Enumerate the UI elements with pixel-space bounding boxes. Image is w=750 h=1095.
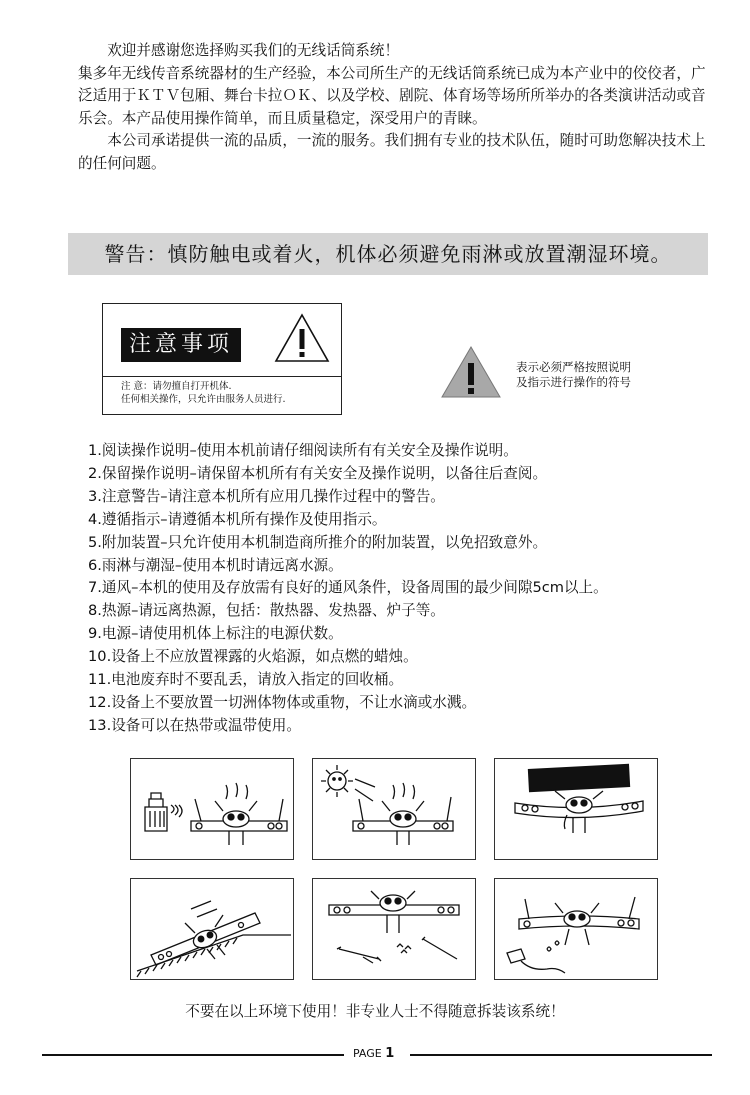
rule-item: 12.设备上不要放置一切洲体物体或重物，不让水滴或水溅。 bbox=[88, 693, 477, 711]
safety-rules-list bbox=[88, 440, 608, 738]
page-label: PAGE bbox=[353, 1047, 382, 1060]
notice-title: 注意事项 bbox=[121, 328, 241, 362]
rule-item: 6.雨淋与潮湿–使用本机时请远离水源。 bbox=[88, 556, 343, 574]
footer-rule-left bbox=[42, 1054, 344, 1056]
rule-item: 8.热源–请远离热源，包括：散热器、发热器、炉子等。 bbox=[88, 602, 445, 620]
notice-line-1: 注 意：请勿擅自打开机体. bbox=[121, 381, 232, 392]
notice-divider bbox=[103, 376, 341, 377]
rule-item: 9.电源–请使用机体上标注的电源伏数。 bbox=[88, 625, 343, 643]
page-footer bbox=[42, 1045, 712, 1063]
rule-item: 13.设备可以在热带或温带使用。 bbox=[88, 716, 301, 734]
rule-item: 5.附加装置–只允许使用本机制造商所推介的附加装置，以免招致意外。 bbox=[88, 533, 548, 551]
rule-item: 1.阅读操作说明–使用本机前请仔细阅读所有有关安全及操作说明。 bbox=[88, 442, 518, 459]
rule-item: 7.通风–本机的使用及存放需有良好的通风条件，设备周围的最少间隙5cm以上。 bbox=[88, 579, 608, 597]
rule-item: 10.设备上不应放置裸露的火焰源，如点燃的蜡烛。 bbox=[88, 648, 418, 666]
disassembly-illustration bbox=[312, 878, 476, 980]
page-number bbox=[353, 1046, 394, 1062]
warning-banner: 警告：慎防触电或着火，机体必须避免雨淋或放置潮湿环境。 bbox=[68, 233, 708, 275]
rule-item: 11.电池废弃时不要乱丢，请放入指定的回收桶。 bbox=[88, 671, 404, 689]
rule-item: 4.遵循指示–请遵循本机所有操作及使用指示。 bbox=[88, 510, 387, 528]
notice-text bbox=[121, 380, 286, 406]
intro-text bbox=[78, 40, 718, 176]
symbol-explanation-line-1: 表示必须严格按照说明 bbox=[516, 360, 631, 374]
heavy-object-illustration bbox=[494, 758, 658, 860]
warning-triangle-icon bbox=[273, 312, 331, 364]
intro-service-paragraph: 本公司承诺提供一流的品质，一流的服务。我们拥有专业的技术队伍，随时可助您解决技术上的任何问题。 bbox=[78, 132, 706, 172]
intro-company-paragraph: 集多年无线传音系统器材的生产经验，本公司所生产的无线话筒系统已成为本产业中的佼佼者，广泛适用于ＫＴＶ包厢、舞台卡拉ＯＫ、以及学校、剧院、体育场等场所所举办的各类演讲活动或音乐会。本产品使用操作简单，而且质量稳定，深受用户的青睐。 bbox=[78, 64, 706, 127]
notice-box bbox=[102, 303, 342, 415]
footer-rule-right bbox=[410, 1054, 712, 1056]
caution-triangle-icon bbox=[440, 345, 502, 399]
slope-illustration bbox=[130, 878, 294, 980]
bottom-warning: 不要在以上环境下使用！非专业人士不得随意拆装该系统！ bbox=[185, 1003, 565, 1020]
heater-illustration bbox=[130, 758, 294, 860]
rule-item: 3.注意警告–请注意本机所有应用几操作过程中的警告。 bbox=[88, 487, 445, 505]
rule-item: 2.保留操作说明–请保留本机所有有关安全及操作说明，以备往后查阅。 bbox=[88, 464, 548, 482]
notice-line-2: 任何相关操作，只允许由服务人员进行. bbox=[121, 394, 286, 405]
symbol-explanation-line-2: 及指示进行操作的符号 bbox=[516, 375, 631, 389]
symbol-explanation bbox=[516, 360, 631, 390]
page-number-value: 1 bbox=[385, 1046, 395, 1061]
water-spill-illustration bbox=[494, 878, 658, 980]
intro-greeting: 欢迎并感谢您选择购买我们的无线话筒系统！ bbox=[107, 42, 400, 59]
sun-illustration bbox=[312, 758, 476, 860]
